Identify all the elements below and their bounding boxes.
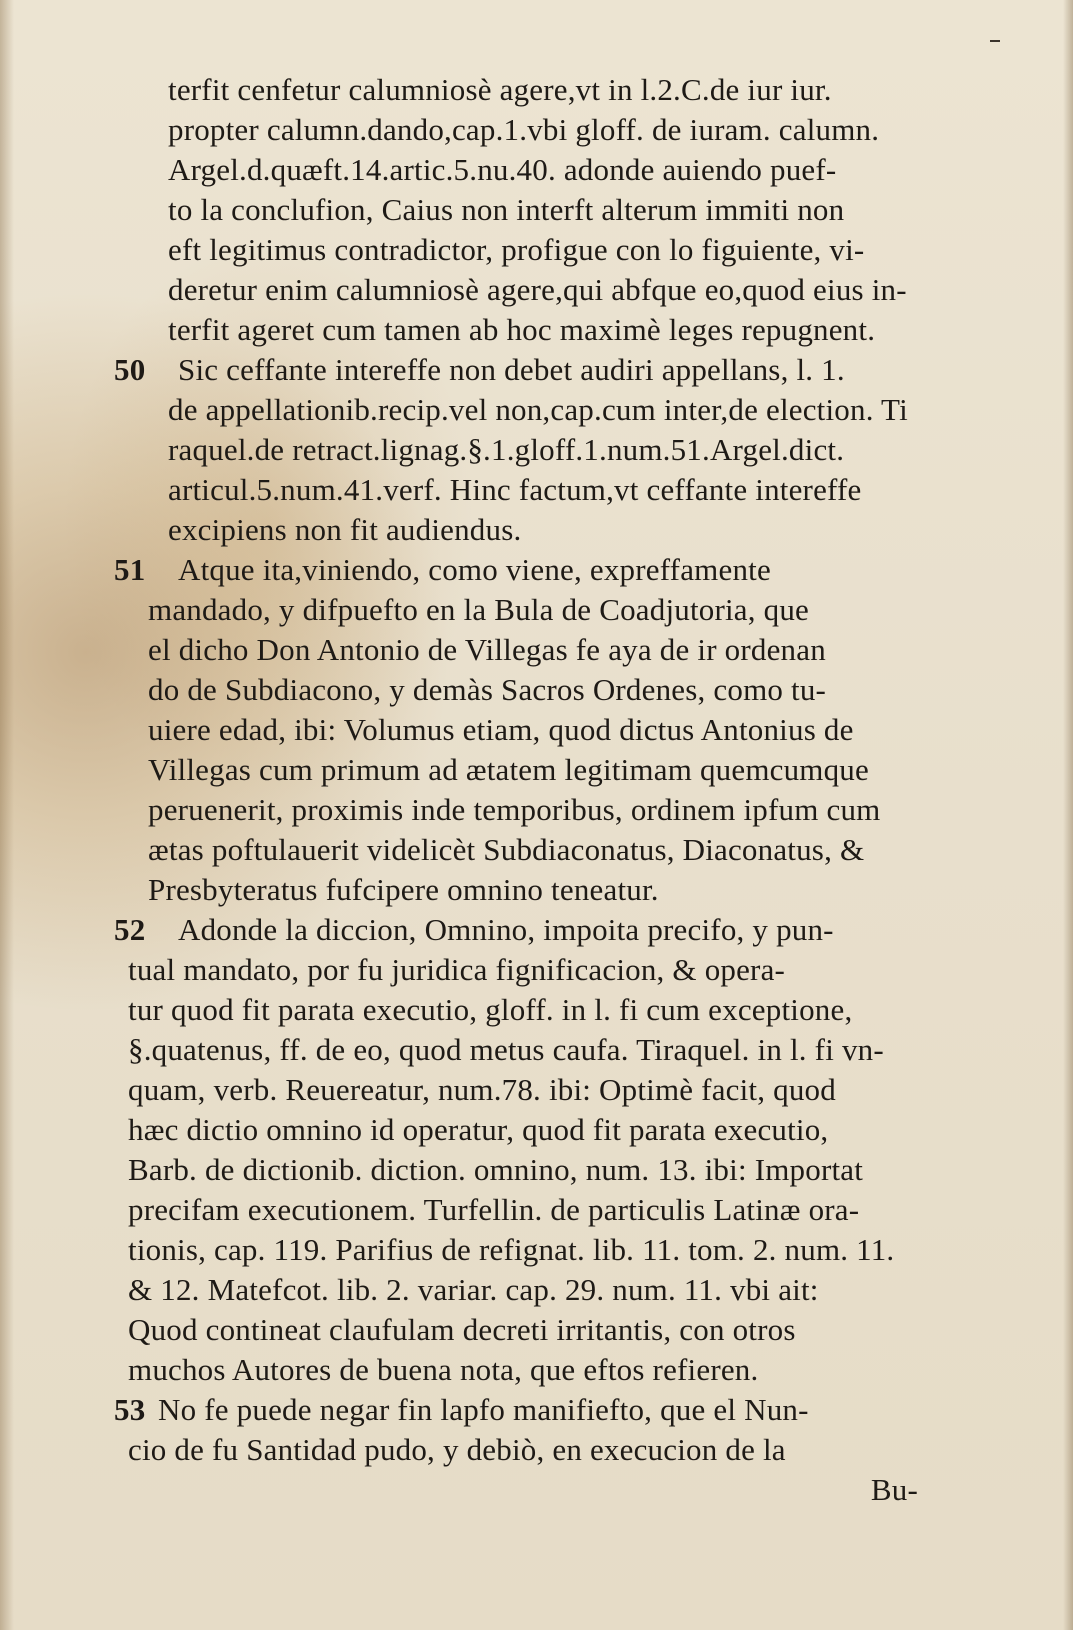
line-text: muchos Autores de buena nota, que eftos refieren.	[128, 1352, 759, 1387]
line-text: tionis, cap. 119. Parifius de refignat. lib. 11. tom. 2. num. 11.	[128, 1232, 895, 1267]
text-line	[114, 350, 918, 390]
line-text: de appellationib.recip.vel non,cap.cum inter,de election. Ti	[168, 392, 908, 427]
text-line	[118, 1190, 918, 1230]
line-text: ætas poftulauerit videlicèt Subdiaconatus, Diaconatus, &	[148, 832, 865, 867]
text-line	[118, 630, 918, 670]
catchword-line	[118, 1470, 918, 1510]
line-text: §.quatenus, ff. de eo, quod metus caufa. Tiraquel. in l. fi vn-	[128, 1032, 884, 1067]
text-line	[114, 1390, 918, 1430]
text-line	[114, 910, 918, 950]
line-text: Adonde la diccion, Omnino, impoita precifo, y pun-	[178, 912, 834, 947]
text-line	[118, 750, 918, 790]
line-text: Argel.d.quæft.14.artic.5.nu.40. adonde auiendo puef-	[168, 152, 837, 187]
text-line	[118, 1310, 918, 1350]
text-line	[118, 110, 918, 150]
page-edge-right	[1063, 0, 1073, 1630]
line-text: precifam executionem. Turfellin. de particulis Latinæ ora-	[128, 1192, 860, 1227]
catchword: Bu-	[870, 1472, 918, 1507]
text-line	[118, 990, 918, 1030]
text-line	[118, 590, 918, 630]
line-text: mandado, y difpuefto en la Bula de Coadjutoria, que	[148, 592, 810, 627]
line-text: terfit ageret cum tamen ab hoc maximè leges repugnent.	[168, 312, 876, 347]
text-line	[118, 190, 918, 230]
line-text: to la conclufion, Caius non interft alterum immiti non	[168, 192, 845, 227]
text-line	[118, 790, 918, 830]
text-line	[118, 150, 918, 190]
line-text: propter calumn.dando,cap.1.vbi gloff. de iuram. calumn.	[168, 112, 880, 147]
line-text: articul.5.num.41.verf. Hinc factum,vt ceffante intereffe	[168, 472, 862, 507]
line-text: & 12. Matefcot. lib. 2. variar. cap. 29. num. 11. vbi ait:	[128, 1272, 819, 1307]
line-text: excipiens non fit audiendus.	[168, 512, 522, 547]
text-line	[118, 1030, 918, 1070]
line-text: cio de fu Santidad pudo, y debiò, en execucion de la	[128, 1432, 786, 1467]
line-text: Quod contineat claufulam decreti irritantis, con otros	[128, 1312, 796, 1347]
text-line	[118, 830, 918, 870]
line-text: quam, verb. Reuereatur, num.78. ibi: Optimè facit, quod	[128, 1072, 836, 1107]
page-text	[114, 70, 918, 1510]
line-text: do de Subdiacono, y demàs Sacros Ordenes, como tu-	[148, 672, 827, 707]
text-line	[118, 1070, 918, 1110]
text-line	[118, 1270, 918, 1310]
line-text: eft legitimus contradictor, profigue con lo figuiente, vi-	[168, 232, 865, 267]
paragraph-number: 53	[114, 1392, 146, 1427]
line-text: Barb. de dictionib. diction. omnino, num. 13. ibi: Importat	[128, 1152, 864, 1187]
text-line	[118, 470, 918, 510]
line-text: peruenerit, proximis inde temporibus, ordinem ipfum cum	[148, 792, 881, 827]
line-text: uiere edad, ibi: Volumus etiam, quod dictus Antonius de	[148, 712, 854, 747]
text-line	[118, 510, 918, 550]
line-text: terfit cenfetur calumniosè agere,vt in l.2.C.de iur iur.	[168, 72, 832, 107]
text-line	[118, 230, 918, 270]
line-text: hæc dictio omnino id operatur, quod fit parata executio,	[128, 1112, 829, 1147]
paragraph-number: 52	[114, 912, 146, 947]
paragraph-number: 51	[114, 552, 146, 587]
line-text: No fe puede negar fin lapfo manifiefto, que el Nun-	[158, 1392, 809, 1427]
line-text: Villegas cum primum ad ætatem legitimam quemcumque	[148, 752, 869, 787]
paragraph-number: 50	[114, 352, 146, 387]
line-text: tur quod fit parata executio, gloff. in l. fi cum exceptione,	[128, 992, 853, 1027]
text-line	[118, 1350, 918, 1390]
text-line	[118, 70, 918, 110]
page-edge-left	[0, 0, 14, 1630]
line-text: Sic ceffante intereffe non debet audiri appellans, l. 1.	[178, 352, 845, 387]
text-line	[118, 1430, 918, 1470]
ink-mark	[990, 40, 1000, 48]
line-text: Atque ita,viniendo, como viene, expreffamente	[178, 552, 771, 587]
text-line	[118, 1230, 918, 1270]
text-line	[118, 390, 918, 430]
line-text: el dicho Don Antonio de Villegas fe aya de ir ordenan	[148, 632, 826, 667]
text-line	[118, 870, 918, 910]
text-line	[118, 950, 918, 990]
text-line	[118, 310, 918, 350]
line-text: deretur enim calumniosè agere,qui abfque eo,quod eius in-	[168, 272, 907, 307]
line-text: tual mandato, por fu juridica fignificacion, & opera-	[128, 952, 786, 987]
text-line	[118, 430, 918, 470]
line-text: Presbyteratus fufcipere omnino teneatur.	[148, 872, 659, 907]
line-text: raquel.de retract.lignag.§.1.gloff.1.num.51.Argel.dict.	[168, 432, 845, 467]
text-line	[118, 270, 918, 310]
text-line	[118, 710, 918, 750]
text-line	[118, 1110, 918, 1150]
text-line	[118, 670, 918, 710]
text-line	[114, 550, 918, 590]
text-line	[118, 1150, 918, 1190]
